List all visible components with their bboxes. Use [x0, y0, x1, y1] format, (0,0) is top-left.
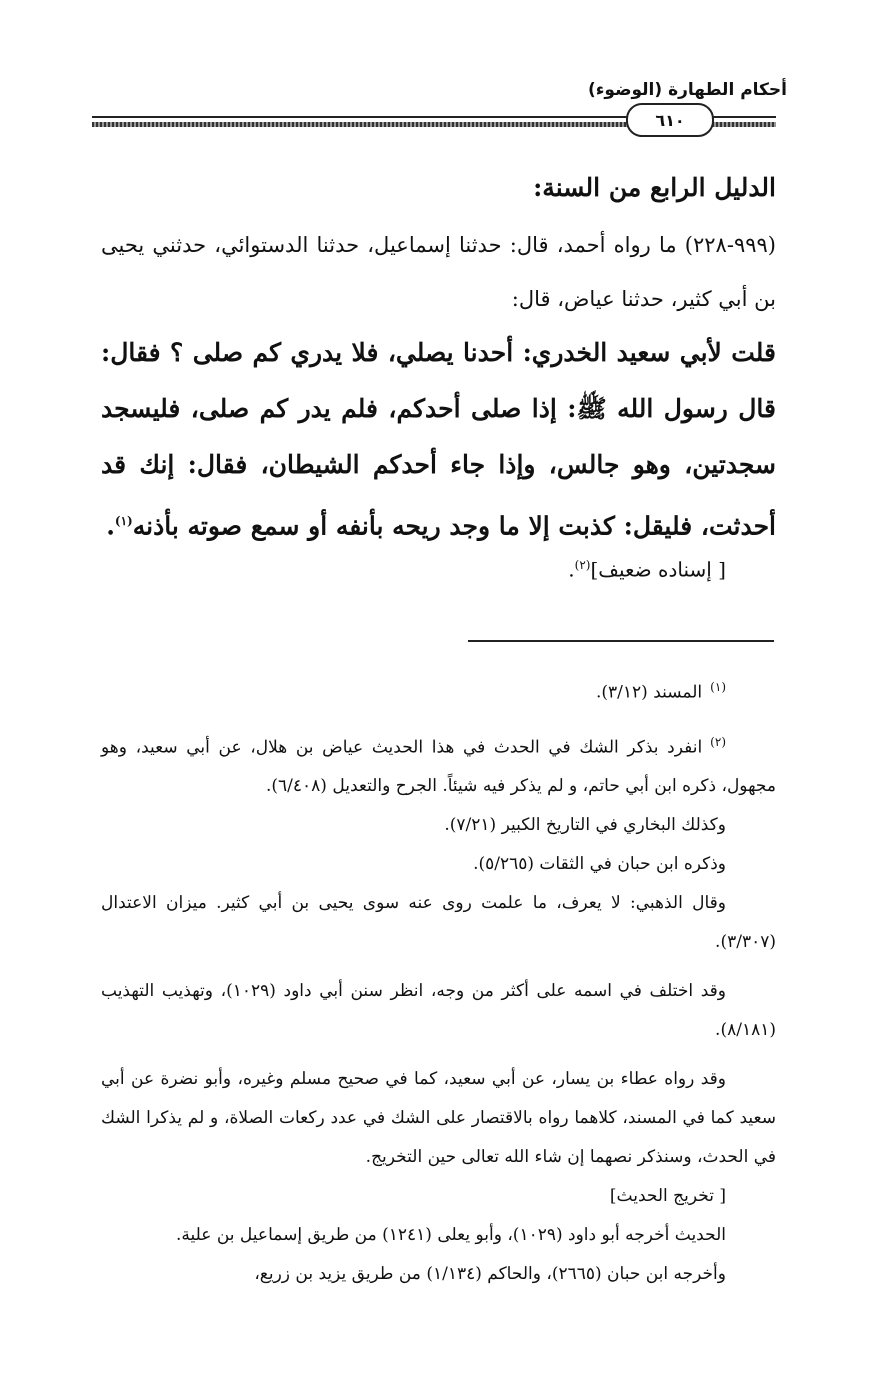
grading-text: [ إسناده ضعيف]: [590, 557, 726, 582]
footnote-paragraph: وقال الذهبي: لا يعرف، ما علمت روى عنه سوى يحيى بن أبي كثير. ميزان الاعتدال (٣/٣٠٧).: [101, 893, 776, 953]
footnote-paragraph: وأخرجه ابن حبان (٢٦٦٥)، والحاكم (١/١٣٤) من طريق يزيد بن زريع،: [254, 1264, 726, 1285]
footnote-marker-1: (١): [710, 680, 726, 694]
page-number: ٦١٠: [626, 103, 714, 137]
footnote-1: [101, 668, 776, 713]
footnote-paragraph: وقد اختلف في اسمه على أكثر من وجه، انظر سنن أبي داود (١٠٢٩)، وتهذيب التهذيب (٨/١٨١).: [101, 981, 776, 1041]
footnote-separator: [468, 640, 774, 642]
footnote-paragraph: وذكره ابن حبان في الثقات (٥/٢٦٥).: [473, 854, 726, 875]
footnote-paragraph: وكذلك البخاري في التاريخ الكبير (٧/٢١).: [444, 815, 726, 836]
footnote-marker-2: (٢): [710, 734, 726, 749]
footnote-1-text: المسند (٣/١٢).: [596, 682, 703, 703]
hadith-end: .: [106, 511, 115, 541]
footnote-ref-2[interactable]: (٢): [574, 558, 591, 572]
section-heading: الدليل الرابع من السنة:: [533, 173, 776, 202]
grading-line: [101, 545, 776, 590]
footnote-2: [101, 723, 776, 807]
running-title: أحكام الطهارة (الوضوء): [587, 80, 787, 100]
grading-end: .: [568, 557, 575, 582]
hadith-text: [101, 325, 776, 554]
isnad-paragraph: (٩٩٩-٢٢٨) ما رواه أحمد، قال: حدثنا إسماعيل، حدثنا الدستوائي، حدثني يحيى بن أبي كثير، حدثنا عياض، قال:: [101, 233, 776, 311]
footnote-2-text: انفرد بذكر الشك في الحدث في هذا الحديث عياض بن هلال، عن أبي سعيد، وهو مجهول، ذكره ابن أبي حاتم، و لم يذكر فيه شيئاً. الجرح والتعديل (٦/٤٠٨).: [101, 737, 776, 797]
footnote-subheading: [ تخريج الحديث]: [609, 1186, 726, 1207]
footnote-ref-1[interactable]: (١): [114, 514, 133, 528]
footnote-paragraph: الحديث أخرجه أبو داود (١٠٢٩)، وأبو يعلى (١٢٤١) من طريق إسماعيل بن علية.: [176, 1225, 726, 1246]
footnote-paragraph: وقد رواه عطاء بن يسار، عن أبي سعيد، كما في صحيح مسلم وغيره، وأبو نضرة عن أبي سعيد كما في المسند، كلاهما رواه بالاقتصار على الشك في عدد ركعات الصلاة، و لم يذكرا الشك في الحدث، وسنذكر نصهما إن شاء الله تعالى حين التخريج.: [101, 1069, 776, 1168]
footnotes: [101, 668, 776, 1294]
hadith-body: قلت لأبي سعيد الخدري: أحدنا يصلي، فلا يدري كم صلى ؟ فقال: قال رسول الله ﷺ: إذا صلى أحدكم، فلم يدر كم صلى، فليسجد سجدتين، وهو جالس، وإذا جاء أحدكم الشيطان، فقال: إنك قد أحدثت، فليقل: كذبت إلا ما وجد ريحه بأنفه أو سمع صوته بأذنه: [101, 338, 776, 541]
